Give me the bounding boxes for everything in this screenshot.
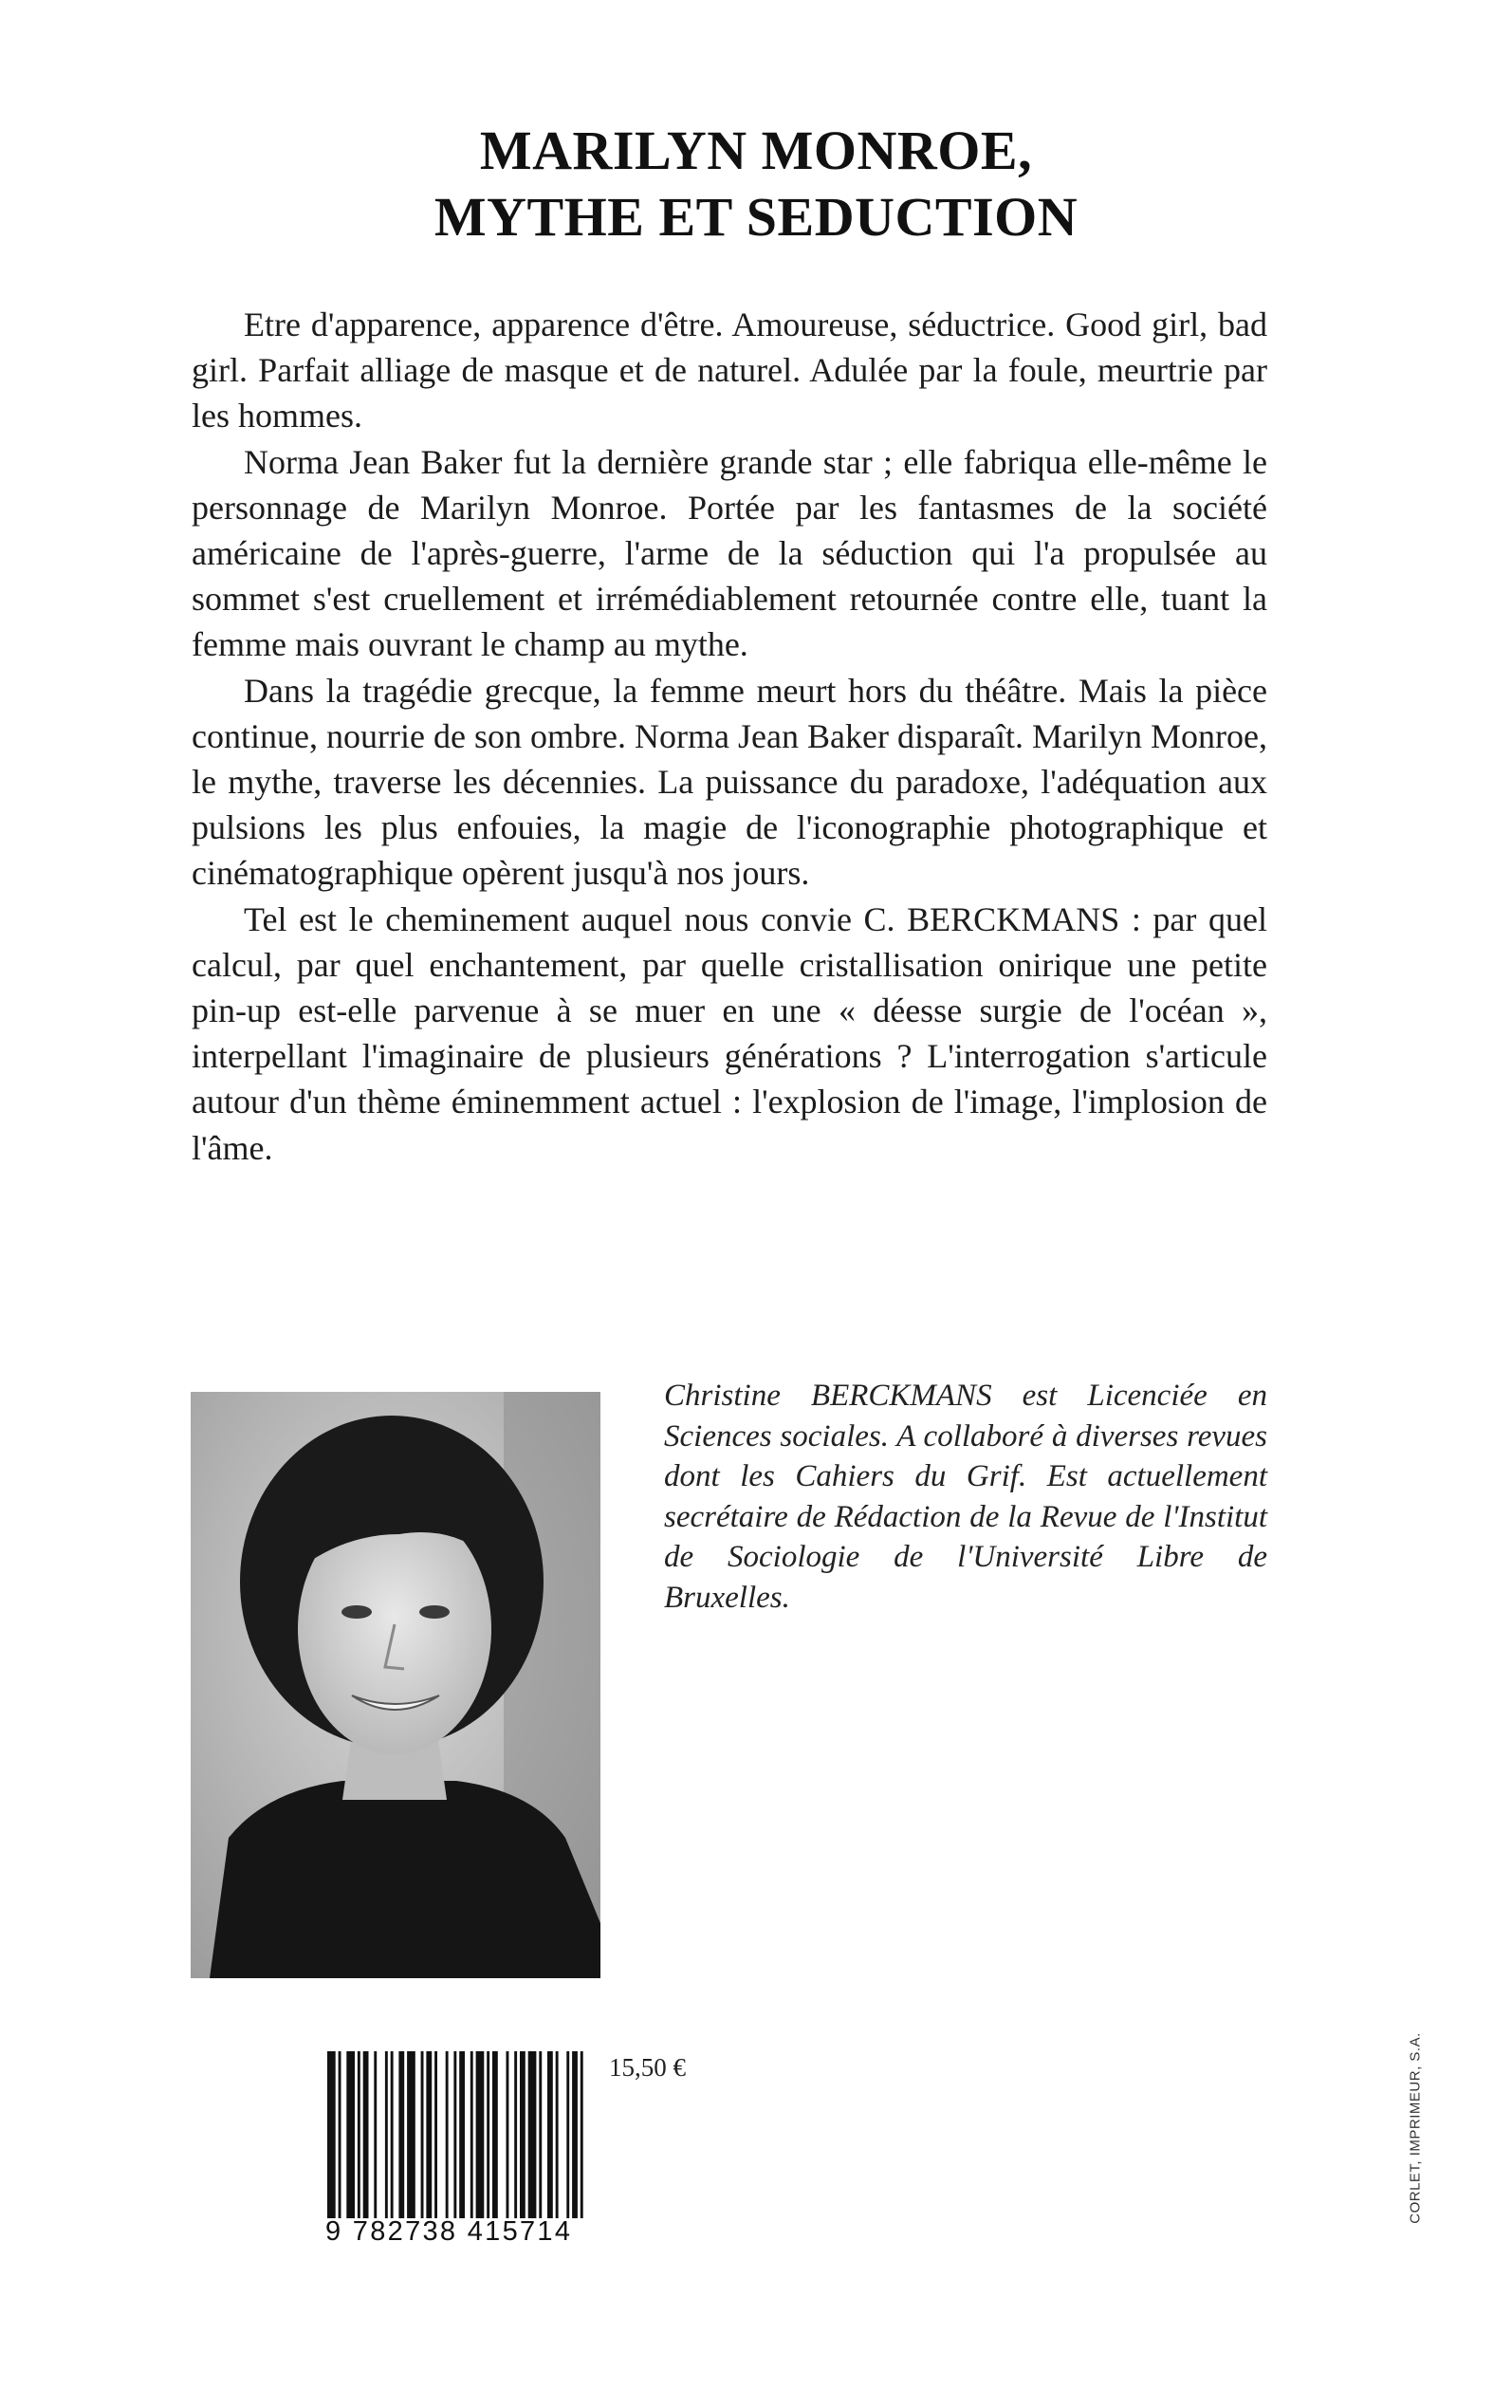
barcode-bar <box>470 2051 473 2218</box>
blurb-paragraph-4: Tel est le cheminement auquel nous convie C. BERCKMANS : par quel calcul, par quel enchantement, par quelle cristallisation onirique une petite pin-up est-elle parvenue à se muer en une « déesse surgie de l'océan », interpellant l'imaginaire de plusieurs générations ? L'interrogation s'articule autour d'un thème éminemment actuel : l'explosion de l'image, l'implosion de l'âme. <box>192 899 1267 1167</box>
barcode-bar <box>581 2051 583 2218</box>
barcode-bar <box>453 2051 456 2218</box>
barcode-bar <box>547 2051 553 2218</box>
blurb-paragraph-1: Etre d'apparence, apparence d'être. Amoureuse, séductrice. Good girl, bad girl. Parfait alliage de masque et de naturel. Adulée par la foule, meurtrie par les hommes. <box>192 306 1267 435</box>
book-title <box>0 118 1512 250</box>
isbn-number: 9 782738 415714 <box>325 2216 573 2247</box>
barcode-bar <box>476 2051 485 2218</box>
author-photo <box>191 1392 600 1978</box>
barcode-bar <box>391 2051 394 2218</box>
barcode-bar <box>434 2051 437 2218</box>
barcode-bar <box>327 2051 336 2218</box>
barcode-bar <box>426 2051 432 2218</box>
printer-credit <box>1404 2019 1427 2237</box>
price: 15,50 € <box>609 2053 686 2082</box>
barcode-bar <box>385 2051 388 2218</box>
author-bio: Christine BERCKMANS est Licenciée en Sciences sociales. A collaboré à diverses revues dont les Cahiers du Grif. Est actuellement secrétaire de Rédaction de la Revue de l'Institut de Sociologie de l'Université Libre de Bruxelles. <box>664 1379 1267 1615</box>
blurb <box>192 302 1267 1171</box>
barcode-bar <box>398 2051 404 2218</box>
barcode-bar <box>556 2051 559 2218</box>
barcode-bar <box>421 2051 424 2218</box>
barcode-bar <box>459 2051 465 2218</box>
barcode-bar <box>374 2051 377 2218</box>
blurb-paragraph-2: Norma Jean Baker fut la dernière grande star ; elle fabriqua elle-même le personnage de Marilyn Monroe. Portée par les fantasmes de la société américaine de l'après-guerre, l'arme de la séduction qui l'a propulsée au sommet s'est cruellement et irrémédiablement retournée contre elle, tuant la femme mais ouvrant le champ au mythe. <box>192 442 1267 664</box>
title-line-1: MARILYN MONROE, <box>479 120 1033 181</box>
title-line-2: MYTHE ET SEDUCTION <box>433 186 1079 248</box>
barcode-bar <box>492 2051 498 2218</box>
barcode-bar <box>507 2051 509 2218</box>
barcode-bar <box>346 2051 355 2218</box>
author-portrait-image <box>191 1392 600 1978</box>
barcode-bars <box>325 2051 590 2218</box>
barcode-bar <box>407 2051 415 2218</box>
barcode-bar <box>566 2051 569 2218</box>
barcode-bar <box>528 2051 537 2218</box>
barcode-bar <box>446 2051 449 2218</box>
barcode-bar <box>487 2051 489 2218</box>
barcode-bar <box>514 2051 517 2218</box>
barcode-bar <box>358 2051 360 2218</box>
barcode-bar <box>572 2051 578 2218</box>
barcode <box>325 2051 590 2218</box>
barcode-bar <box>339 2051 341 2218</box>
printer-credit-text: CORLET, IMPRIMEUR, S.A. <box>1407 2032 1424 2224</box>
barcode-bar <box>363 2051 369 2218</box>
barcode-bar <box>539 2051 542 2218</box>
blurb-paragraph-3: Dans la tragédie grecque, la femme meurt hors du théâtre. Mais la pièce continue, nourrie de son ombre. Norma Jean Baker disparaît. Marilyn Monroe, le mythe, traverse les décennies. La puissance du paradoxe, l'adéquation aux pulsions les plus enfouies, la magie de l'iconographie photographique et cinématographique opèrent jusqu'à nos jours. <box>192 671 1267 893</box>
barcode-bar <box>520 2051 526 2218</box>
